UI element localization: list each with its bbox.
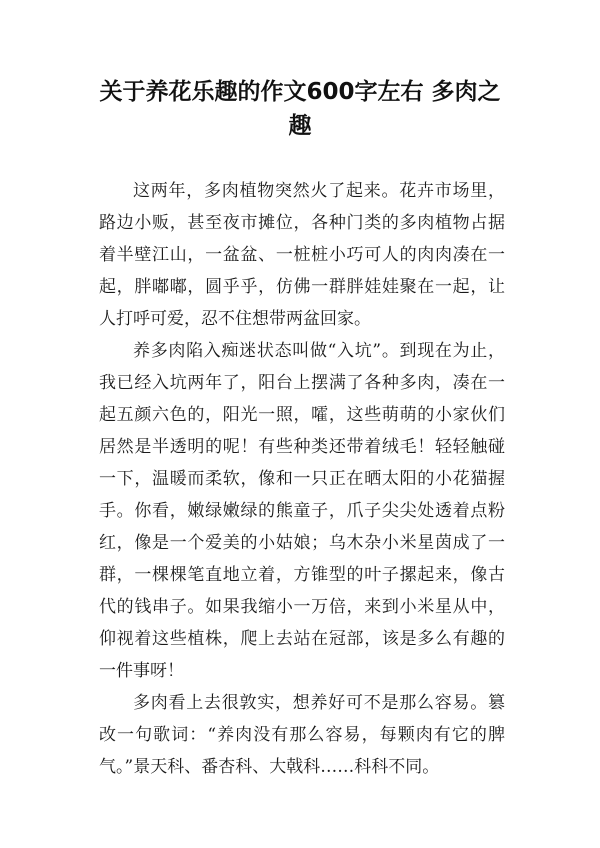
paragraph-3: 多肉看上去很敦实，想养好可不是那么容易。篡改一句歌词：“养肉没有那么容易，每颗肉有它的脾气。”景天科、番杏科、大戟科……科科不同。 — [99, 693, 505, 777]
document-title: 关于养花乐趣的作文600字左右 多肉之趣 — [99, 79, 501, 139]
paragraph-1: 这两年，多肉植物突然火了起来。花卉市场里，路边小贩，甚至夜市摊位，各种门类的多肉植物占据着半壁江山，一盆盆、一桩桩小巧可人的肉肉凑在一起，胖嘟嘟，圆乎乎，仿佛一群胖娃娃聚在一起，让人打呼可爱，忍不住想带两盆回家。 — [99, 181, 505, 329]
paragraph-2: 养多肉陷入痴迷状态叫做“入坑”。到现在为止，我已经入坑两年了，阳台上摆满了各种多肉，凑在一起五颜六色的，阳光一照，嚯，这些萌萌的小家伙们居然是半透明的呢！有些种类还带着绒毛！轻轻触碰一下，温暖而柔软，像和一只正在晒太阳的小花猫握手。你看，嫩绿嫩绿的熊童子，爪子尖尖处透着点粉红，像是一个爱美的小姑娘；乌木杂小米星茵成了一群，一棵棵笔直地立着，方锥型的叶子摞起来，像古代的钱串子。如果我缩小一万倍，来到小米星从中，仰视着这些植株，爬上去站在冠部，该是多么有趣的一件事呀！ — [99, 341, 505, 681]
document-body — [99, 175, 505, 783]
